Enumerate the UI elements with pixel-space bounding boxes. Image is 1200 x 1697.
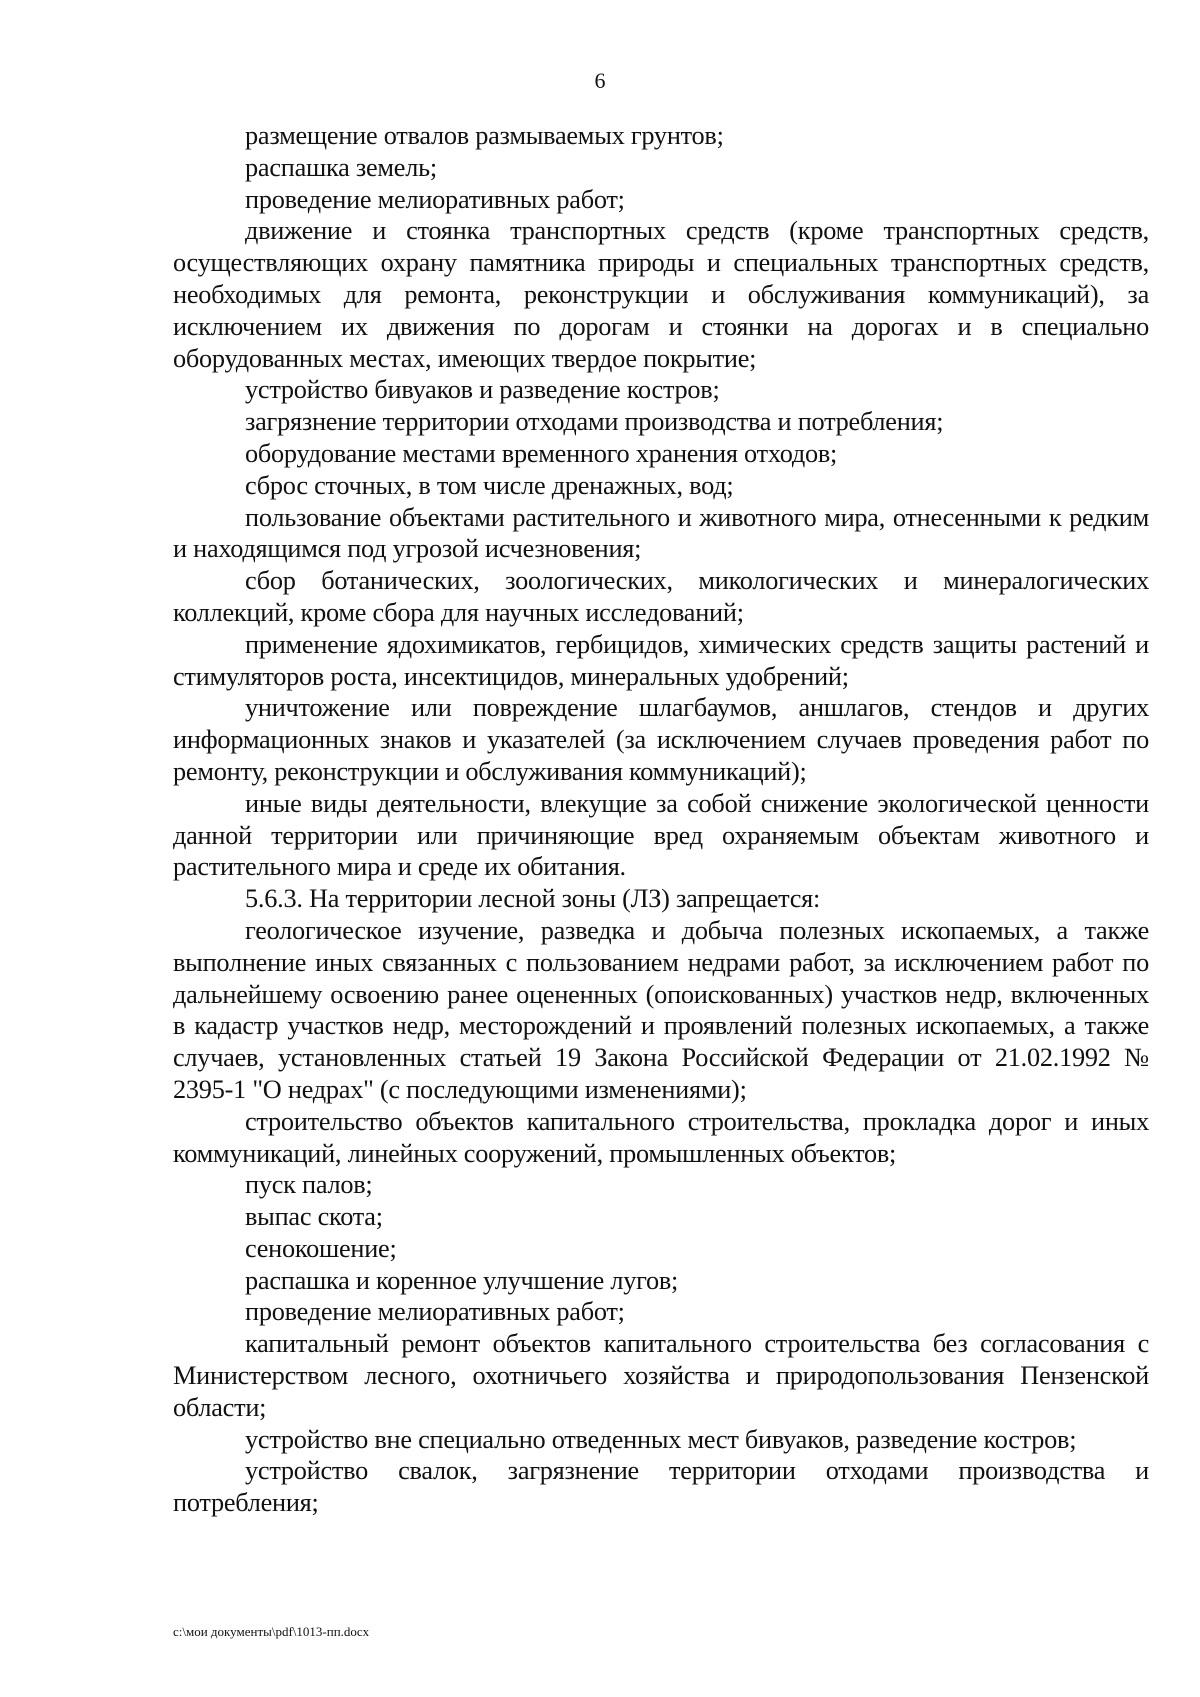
paragraph: геологическое изучение, разведка и добыча полезных ископаемых, а также выполнение иных связанных с пользованием недрами работ, за исключением работ по дальнейшему освоению ранее оцененных (опоискованных) участков недр, включенных в кадастр участков недр, месторождений и проявлений полезных ископаемых, а также случаев, установленных статьей 19 Закона Российской Федерации от 21.02.1992 № 2395-1 "О недрах" (с последующими изменениями); xyxy=(173,915,1149,1104)
page-number: 6 xyxy=(594,68,606,93)
paragraph: распашка и коренное улучшение лугов; xyxy=(245,1265,679,1295)
paragraph: сбор ботанических, зоологических, микологических и минералогических коллекций, кроме сбора для научных исследований; xyxy=(173,566,1149,627)
paragraph: пользование объектами растительного и животного мира, отнесенными к редким и находящимся под угрозой исчезновения; xyxy=(173,502,1149,564)
footer-file-path: c:\мои документы\pdf\1013-пп.docx xyxy=(173,1624,370,1639)
paragraph: проведение мелиоративных работ; xyxy=(245,184,625,214)
paragraph: устройство свалок, загрязнение территории отходами производства и потребления; xyxy=(173,1456,1149,1518)
paragraph: движение и стоянка транспортных средств (кроме транспортных средств, осуществляющих охрану памятника природы и специальных транспортных средств, необходимых для ремонта, реконструкции и обслуживания коммуникаций), за исключением их движения по дорогам и стоянки на дорогах и в специально оборудованных местах, имеющих твердое покрытие; xyxy=(173,216,1149,373)
paragraph: загрязнение территории отходами производства и потребления; xyxy=(245,407,944,437)
section-heading: 5.6.3. На территории лесной зоны (ЛЗ) запрещается: xyxy=(245,884,821,914)
paragraph: строительство объектов капитального строительства, прокладка дорог и иных коммуникаций, линейных сооружений, промышленных объектов; xyxy=(173,1106,1149,1168)
paragraph: сенокошение; xyxy=(245,1233,397,1263)
paragraph: устройство бивуаков и разведение костров; xyxy=(245,375,720,405)
paragraph: иные виды деятельности, влекущие за собой снижение экологической ценности данной территории или причиняющие вред охраняемым объектам животного и растительного мира и среде их обитания. xyxy=(173,788,1149,882)
paragraph: выпас скота; xyxy=(245,1202,383,1232)
paragraph: капитальный ремонт объектов капитального строительства без согласования с Министерством лесного, охотничьего хозяйства и природопользования Пензенской области; xyxy=(173,1329,1149,1422)
paragraph: устройство вне специально отведенных мест бивуаков, разведение костров; xyxy=(245,1424,1077,1454)
paragraph: уничтожение или повреждение шлагбаумов, аншлагов, стендов и других информационных знаков и указателей (за исключением случаев проведения работ по ремонту, реконструкции и обслуживания коммуникаций); xyxy=(173,693,1149,786)
paragraph: сброс сточных, в том числе дренажных, вод; xyxy=(245,470,734,500)
paragraph: оборудование местами временного хранения отходов; xyxy=(245,438,838,468)
paragraph: пуск палов; xyxy=(245,1170,373,1200)
paragraph: применение ядохимикатов, гербицидов, химических средств защиты растений и стимуляторов роста, инсектицидов, минеральных удобрений; xyxy=(173,629,1149,691)
paragraph: размещение отвалов размываемых грунтов; xyxy=(245,121,724,150)
paragraph: распашка земель; xyxy=(245,152,437,182)
paragraph: проведение мелиоративных работ; xyxy=(245,1297,625,1327)
document-body xyxy=(173,120,1149,1519)
